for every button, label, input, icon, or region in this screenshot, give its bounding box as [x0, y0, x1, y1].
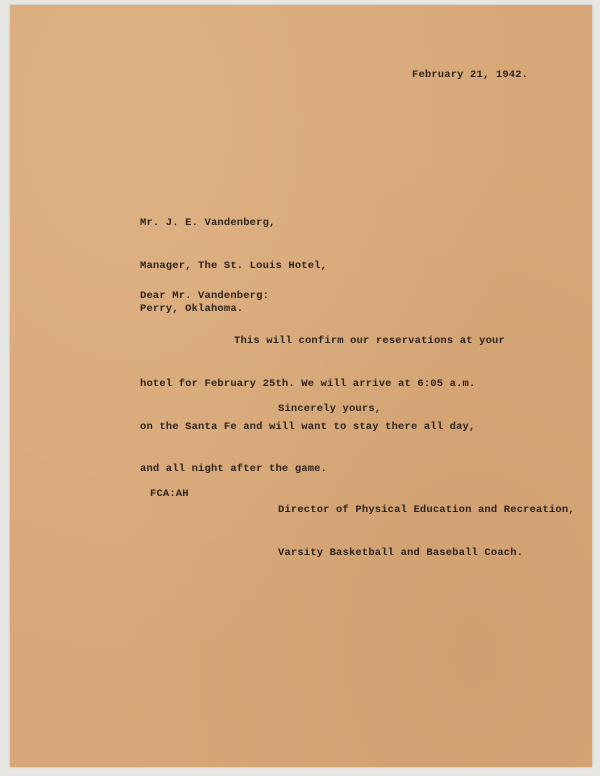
- body-line-4: and all night after the game.: [140, 463, 328, 476]
- letter-sheet: [10, 5, 592, 767]
- signature-title-line-2: Varsity Basketball and Baseball Coach.: [278, 547, 524, 560]
- closing: Sincerely yours,: [278, 403, 382, 415]
- body-line-2: hotel for February 25th. We will arrive at 6:05 a.m.: [140, 378, 476, 391]
- letter-date: February 21, 1942.: [412, 69, 529, 81]
- recipient-name: Mr. J. E. Vandenberg,: [140, 217, 276, 230]
- signature-title-line-1: Director of Physical Education and Recreation,: [278, 504, 575, 517]
- body-line-1: This will confirm our reservations at your: [234, 335, 505, 348]
- recipient-title: Manager, The St. Louis Hotel,: [140, 260, 328, 273]
- body-line-3: on the Santa Fe and will want to stay there all day,: [140, 420, 476, 433]
- recipient-location: Perry, Oklahoma.: [140, 302, 244, 315]
- reference-initials: FCA:AH: [150, 488, 189, 500]
- signature-block: [278, 475, 575, 589]
- salutation: Dear Mr. Vandenberg:: [140, 290, 270, 302]
